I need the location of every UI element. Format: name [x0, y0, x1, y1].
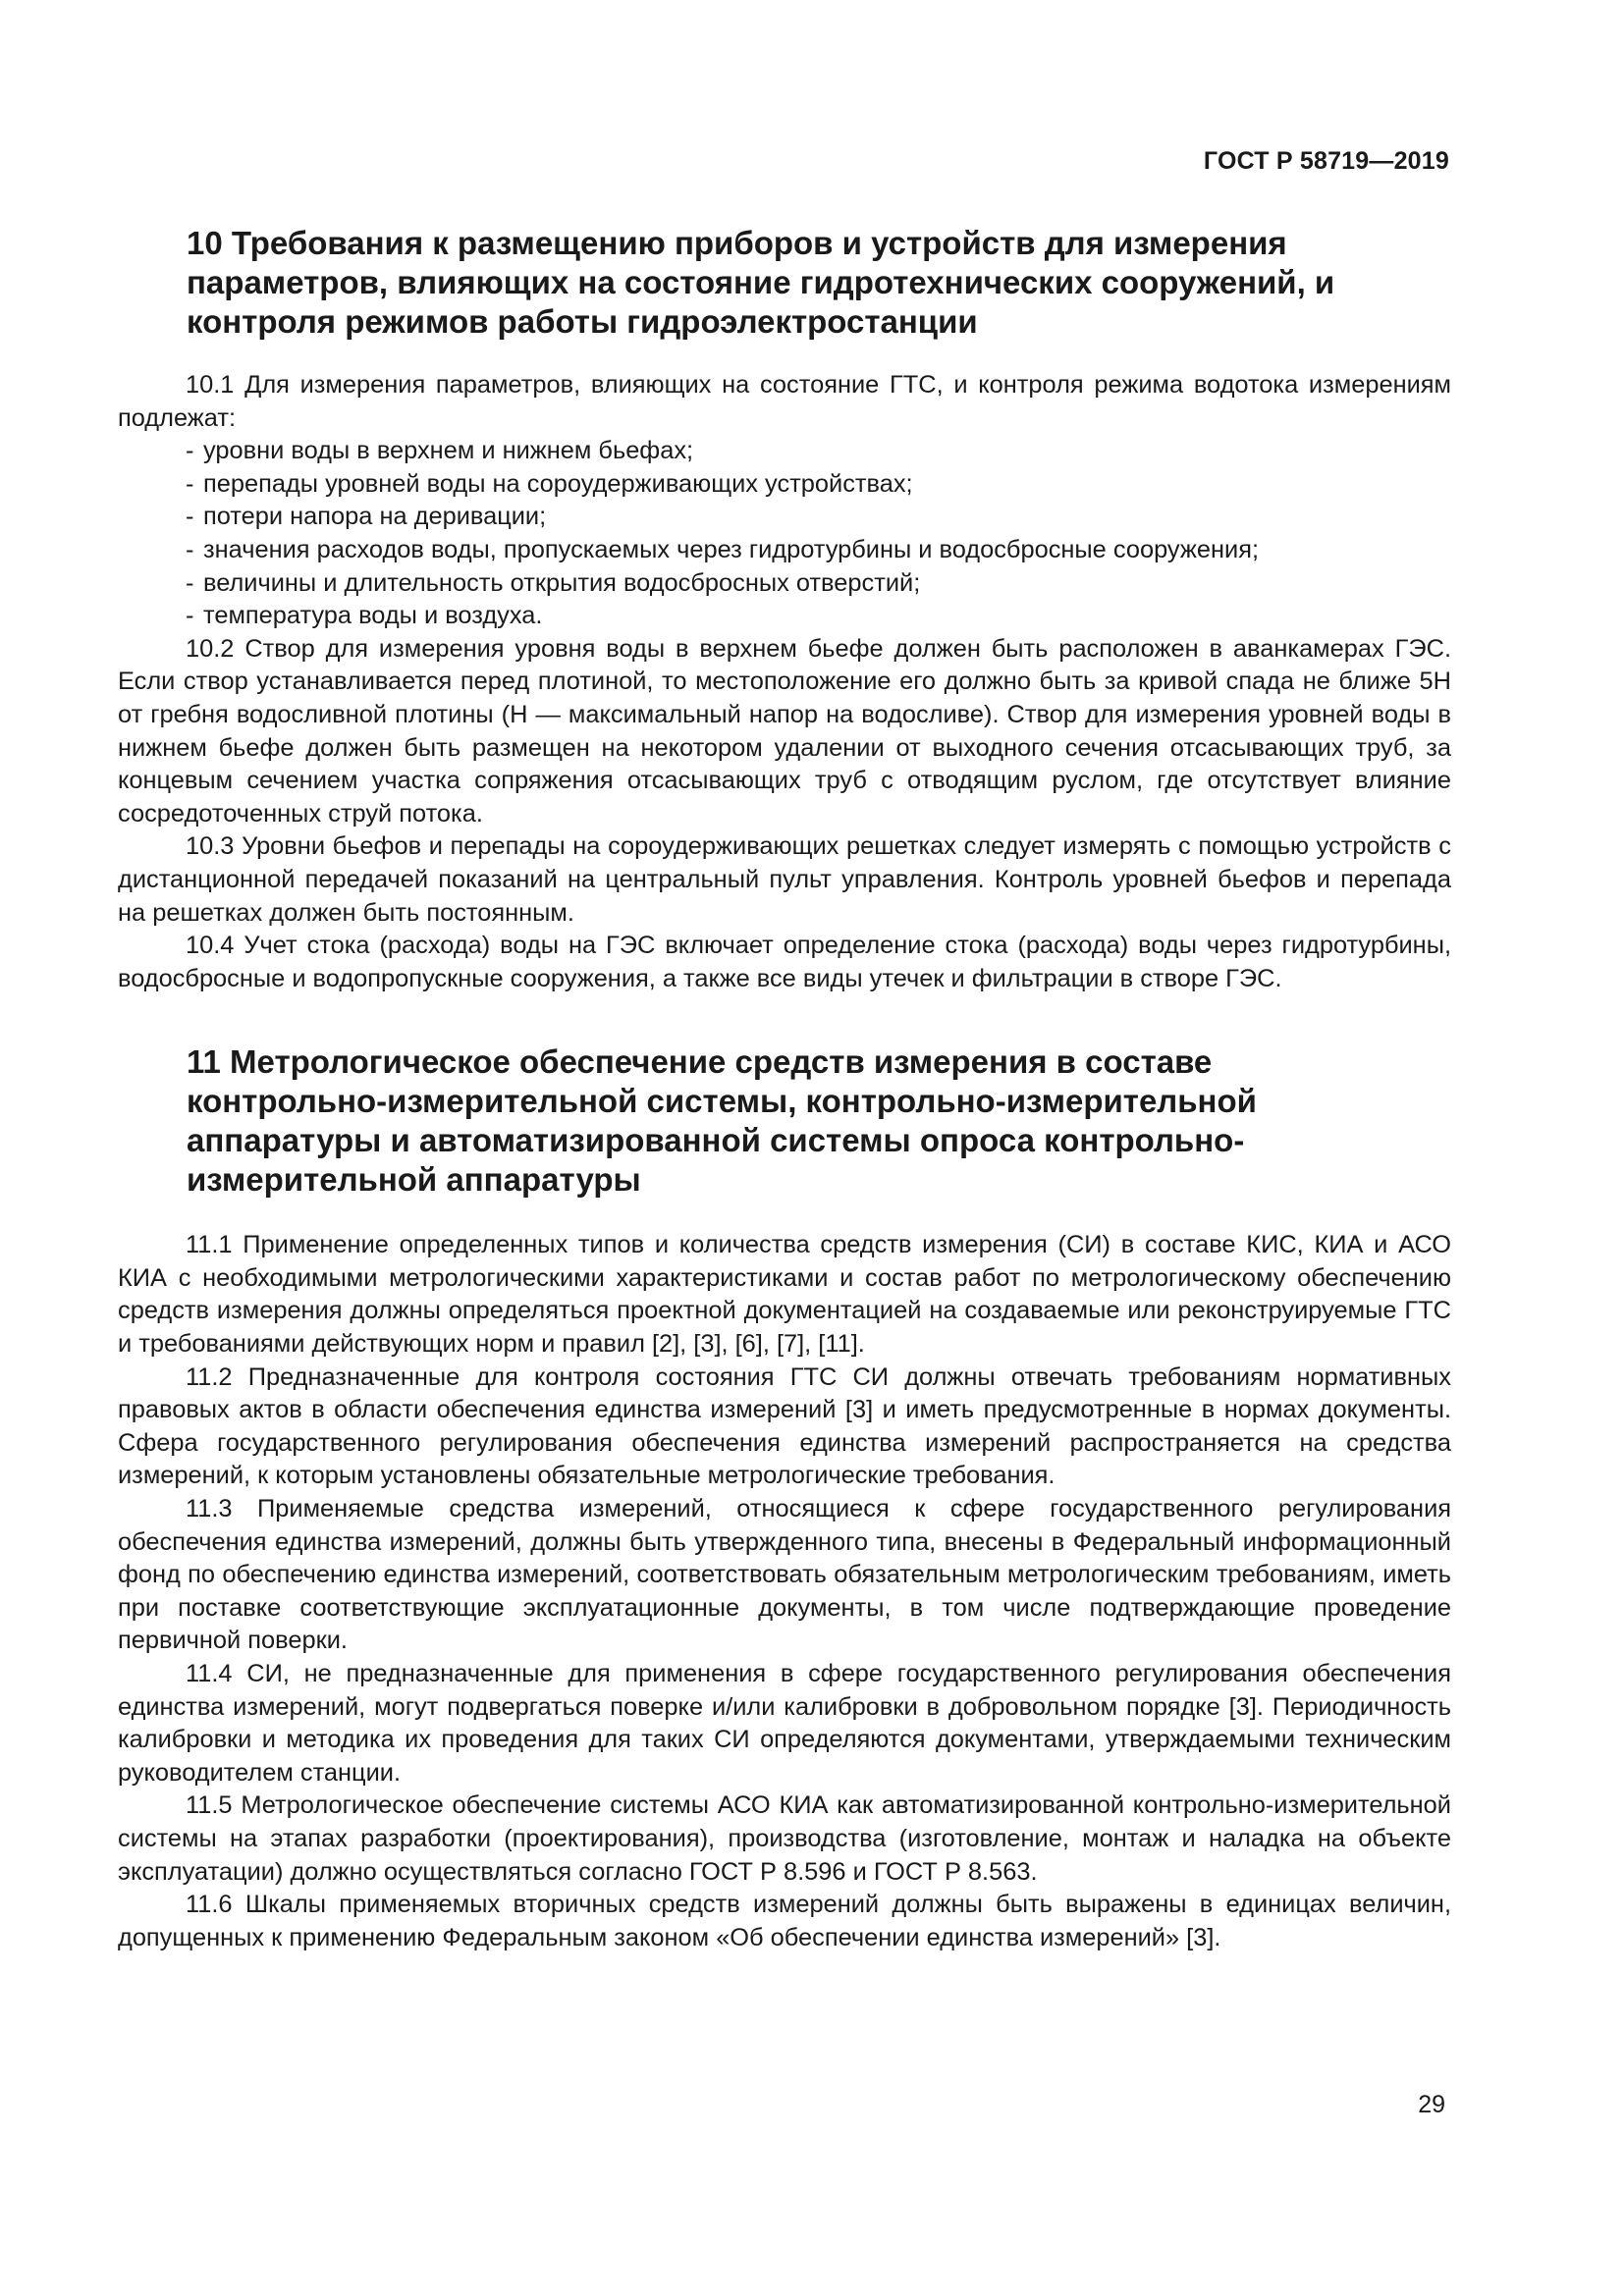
page-content: [118, 224, 1451, 1954]
paragraph-10-4: 10.4 Учет стока (расхода) воды на ГЭС включает определение стока (расхода) воды через гидротурбины, водосбросные и водопропускные сооружения, а также все виды утечек и фильтрации в створе ГЭС.: [118, 932, 1451, 992]
list-item-text: значения расходов воды, пропускаемых через гидротурбины и водосбросные сооружения;: [203, 535, 1260, 563]
list-item-text: величины и длительность открытия водосбросных отверстий;: [203, 568, 921, 597]
section-10: [118, 224, 1451, 995]
section-10-title: 10 Требования к размещению приборов и устройств для измерения параметров, влияющих на состояние гидротехнических сооружений, и контроля режимов работы гидроэлектростанции: [187, 225, 1335, 340]
measured-parameters-list: [118, 435, 1451, 633]
paragraph-11-5: 11.5 Метрологическое обеспечение системы АСО КИА как автоматизированной контрольно-измерительной системы на этапах разработки (проектирования), производства (изготовление, монтаж и наладка на объекте эксплуатации) должно осуществляться согласно ГОСТ Р 8.596 и ГОСТ Р 8.563.: [118, 1791, 1451, 1886]
list-item: [118, 534, 1451, 567]
section-11: [118, 1042, 1451, 1954]
list-dash: -: [186, 503, 194, 531]
paragraph-10-3: 10.3 Уровни бьефов и перепады на сороудерживающих решетках следует измерять с помощью устройств с дистанционной передачей показаний на центральный пульт управления. Контроль уровней бьефов и перепада на решетках должен быть постоянным.: [118, 832, 1451, 927]
list-item: [118, 600, 1451, 633]
list-item-text: уровни воды в верхнем и нижнем бьефах;: [203, 437, 694, 465]
paragraph-11-2: 11.2 Предназначенные для контроля состояния ГТС СИ должны отвечать требованиям нормативных правовых актов в области обеспечения единства измерений [3] и иметь предусмотренные в нормах документы. Сфера государственного регулирования обеспечения единства измерений распространяется на средства измерений, к которым установлены обязательные метрологические требования.: [118, 1362, 1451, 1490]
section-11-title: 11 Метрологическое обеспечение средств измерения в составе контрольно-измерительной системы, контрольно-измерительной аппаратуры и автоматизированной системы опроса контрольно-измерительной аппаратуры: [187, 1043, 1257, 1199]
list-item-text: потери напора на деривации;: [203, 503, 547, 531]
paragraph-11-4: 11.4 СИ, не предназначенные для применения в сфере государственного регулирования обеспечения единства измерений, могут подвергаться поверке и/или калибровки в добровольном порядке [3]. Периодичность калибровки и методика их проведения для таких СИ определяются документами, утверждаемыми техническим руководителем станции.: [118, 1660, 1451, 1787]
list-dash: -: [186, 437, 194, 465]
paragraph-11-1: 11.1 Применение определенных типов и количества средств измерения (СИ) в составе КИС, КИА и АСО КИА с необходимыми метрологическими характеристиками и состав работ по метрологическому обеспечению средств измерения должны определяться проектной документацией на создаваемые или реконструируемые ГТС и требованиями действующих норм и правил [2], [3], [6], [7], [11].: [118, 1231, 1451, 1359]
list-dash: -: [186, 568, 194, 597]
paragraph-10-2: 10.2 Створ для измерения уровня воды в верхнем бьефе должен быть расположен в аванкамерах ГЭС. Если створ устанавливается перед плотиной, то местоположение его должно быть за кривой спада не ближе 5Н от гребня водосливной плотины (Н — максимальный напор на водосливе). Створ для измерения уровней воды в нижнем бьефе должен быть размещен на некотором удалении от выходного сечения отсасывающих труб, за концевым сечением участка сопряжения отсасывающих труб с отводящим руслом, где отсутствует влияние сосредоточенных струй потока.: [118, 634, 1451, 828]
list-item-text: перепады уровней воды на сороудерживающих устройствах;: [203, 469, 913, 498]
paragraph-11-3: 11.3 Применяемые средства измерений, относящиеся к сфере государственного регулирования обеспечения единства измерений, должны быть утвержденного типа, внесены в Федеральный информационный фонд по обеспечению единства измерений, соответствовать обязательным метрологическим требованиям, иметь при поставке соответствующие эксплуатационные документы, в том числе подтверждающие проведение первичной поверки.: [118, 1495, 1451, 1655]
paragraph-11-6: 11.6 Шкалы применяемых вторичных средств измерений должны быть выражены в единицах величин, допущенных к применению Федеральным законом «Об обеспечении единства измерений» [3].: [118, 1891, 1451, 1951]
list-item: [118, 501, 1451, 534]
list-dash: -: [186, 602, 194, 630]
list-item: [118, 567, 1451, 601]
list-item: [118, 468, 1451, 502]
page-number: 29: [1418, 2091, 1445, 2118]
list-dash: -: [186, 535, 194, 563]
list-dash: -: [186, 469, 194, 498]
list-item: [118, 435, 1451, 468]
list-item-text: температура воды и воздуха.: [203, 602, 543, 630]
paragraph-10-1: 10.1 Для измерения параметров, влияющих на состояние ГТС, и контроля режима водотока измерениям подлежат:: [118, 371, 1451, 432]
document-code: ГОСТ Р 58719—2019: [1203, 147, 1449, 175]
